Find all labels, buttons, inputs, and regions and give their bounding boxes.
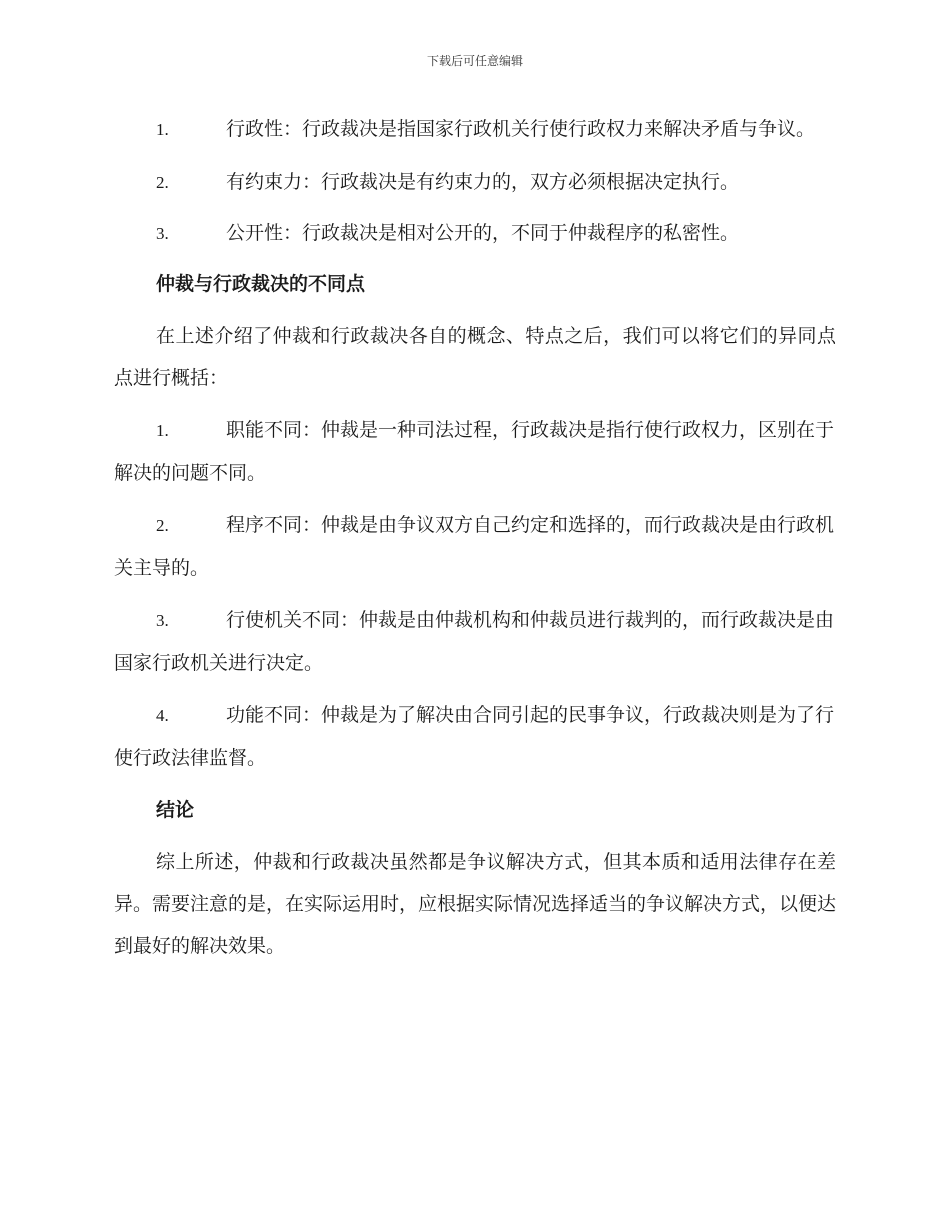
difference-item-3: [114, 599, 836, 684]
list-text: 行政性：行政裁决是指国家行政机关行使行政权力来解决矛盾与争议。: [226, 118, 816, 140]
section-heading-conclusion: 结论: [156, 799, 195, 821]
list-text: 行使机关不同：仲裁是由仲裁机构和仲裁员进行裁判的，而行政裁决是由国家行政机关进行决定。: [114, 609, 835, 674]
list-text: 功能不同：仲裁是为了解决由合同引起的民事争议，行政裁决则是为了行使行政法律监督。: [114, 704, 835, 769]
list-number: 2.: [156, 516, 169, 535]
list-number: 1.: [156, 421, 169, 440]
intro-paragraph: 在上述介绍了仲裁和行政裁决各自的概念、特点之后，我们可以将它们的异同点点进行概括：: [114, 325, 836, 389]
feature-item-2: [114, 161, 836, 204]
page-header: 下载后可任意编辑: [426, 54, 523, 68]
list-text: 公开性：行政裁决是相对公开的，不同于仲裁程序的私密性。: [226, 222, 740, 244]
list-text: 程序不同：仲裁是由争议双方自己约定和选择的，而行政裁决是由行政机关主导的。: [114, 514, 835, 579]
conclusion-paragraph: 综上所述，仲裁和行政裁决虽然都是争议解决方式，但其本质和适用法律存在差异。需要注意的是，在实际运用时，应根据实际情况选择适当的争议解决方式，以便达到最好的解决效果。: [114, 851, 837, 957]
list-text: 职能不同：仲裁是一种司法过程，行政裁决是指行使行政权力，区别在于解决的问题不同。: [114, 419, 835, 484]
difference-item-4: [114, 694, 836, 779]
feature-item-3: [114, 212, 836, 255]
list-number: 4.: [156, 706, 169, 725]
list-text: 有约束力：行政裁决是有约束力的，双方必须根据决定执行。: [226, 171, 740, 193]
difference-item-2: [114, 504, 836, 589]
list-number: 1.: [156, 120, 169, 139]
list-number: 3.: [156, 224, 169, 243]
list-number: 3.: [156, 611, 169, 630]
section-heading-differences: 仲裁与行政裁决的不同点: [156, 273, 366, 295]
list-number: 2.: [156, 173, 169, 192]
document-body: [114, 108, 836, 977]
feature-item-1: [114, 108, 836, 151]
difference-item-1: [114, 409, 836, 494]
